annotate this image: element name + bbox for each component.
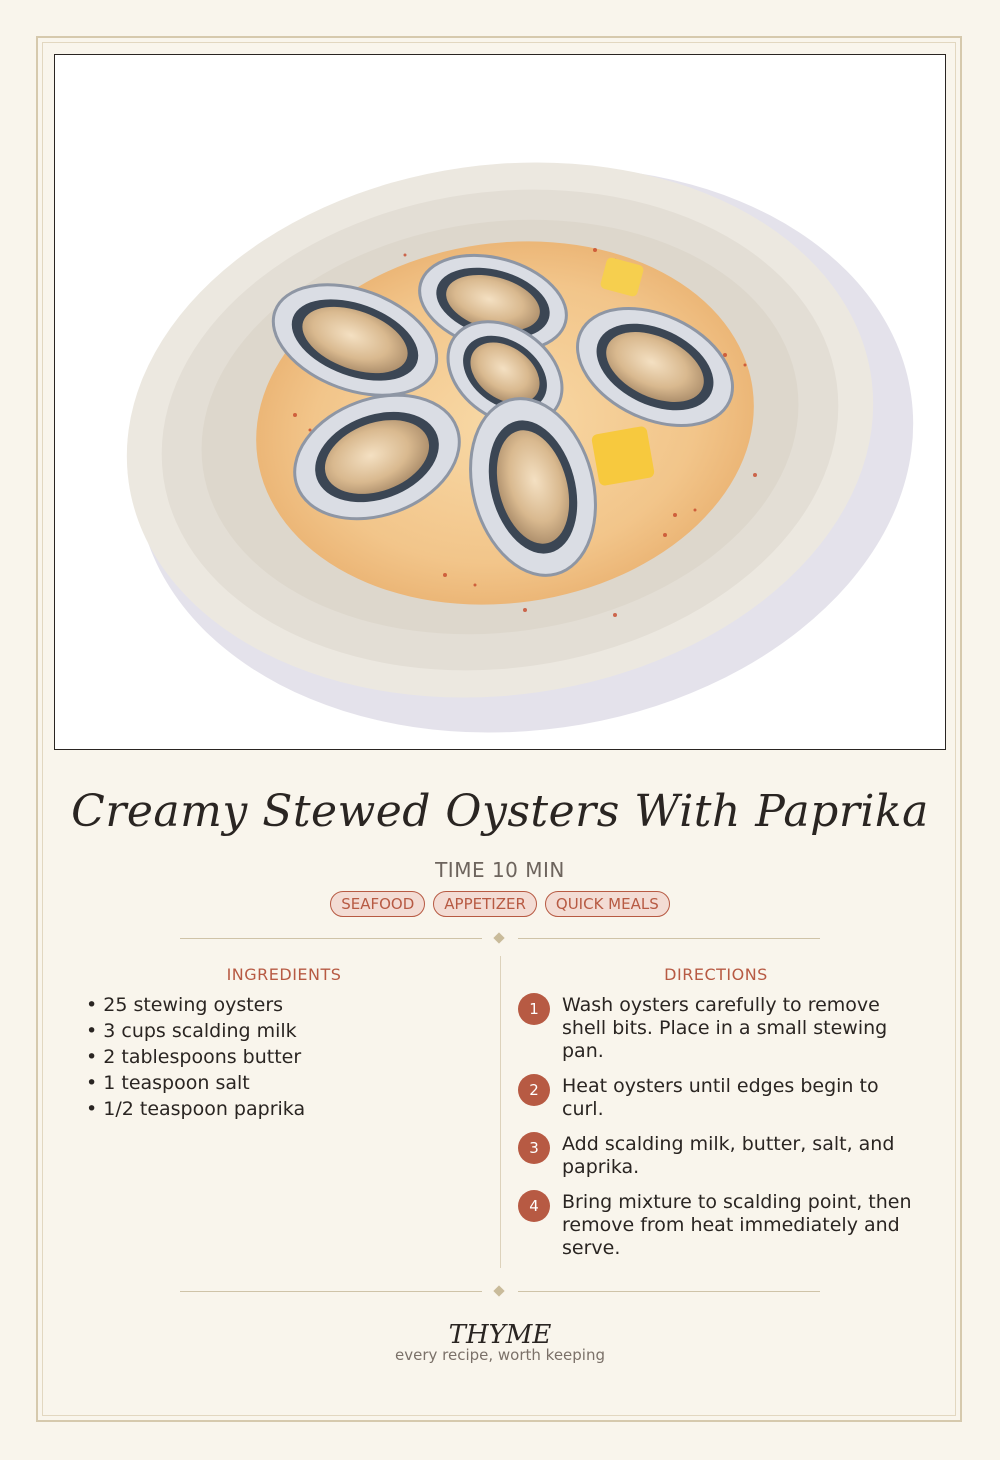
step-text: Bring mixture to scalding point, then remove from heat immediately and serve. xyxy=(562,1191,912,1259)
list-item: • 1 teaspoon salt xyxy=(86,1072,250,1094)
tag-list xyxy=(200,891,800,917)
list-item: • 1/2 teaspoon paprika xyxy=(86,1098,306,1120)
direction-step xyxy=(518,992,918,1063)
list-item: • 3 cups scalding milk xyxy=(86,1020,297,1042)
direction-step xyxy=(518,1073,918,1121)
step-number-badge: 4 xyxy=(518,1190,550,1222)
step-text: Heat oysters until edges begin to curl. xyxy=(562,1075,879,1120)
divider-top xyxy=(180,933,820,945)
recipe-title: Creamy Stewed Oysters With Paprika xyxy=(71,786,929,837)
directions-list xyxy=(518,992,918,1270)
list-item: • 2 tablespoons butter xyxy=(86,1046,302,1068)
step-text: Add scalding milk, butter, salt, and paprika. xyxy=(562,1133,895,1178)
ingredients-heading: INGREDIENTS xyxy=(226,965,342,984)
diamond-icon xyxy=(493,1285,504,1296)
step-number-badge: 1 xyxy=(518,993,550,1025)
cook-time: TIME 10 MIN xyxy=(435,858,565,882)
oyster-plate-image xyxy=(55,55,945,749)
ingredients-list xyxy=(86,992,476,1122)
directions-heading: DIRECTIONS xyxy=(664,965,768,984)
direction-step xyxy=(518,1131,918,1179)
step-number-badge: 2 xyxy=(518,1074,550,1106)
diamond-icon xyxy=(493,932,504,943)
step-text: Wash oysters carefully to remove shell bits. Place in a small stewing pan. xyxy=(562,994,888,1062)
brand-logo: THYME xyxy=(448,1320,552,1350)
divider-bottom xyxy=(180,1286,820,1298)
tag-appetizer[interactable]: APPETIZER xyxy=(433,891,537,917)
butter-pat xyxy=(591,426,655,487)
column-separator xyxy=(500,956,501,1268)
tag-seafood[interactable]: SEAFOOD xyxy=(330,891,425,917)
list-item: • 25 stewing oysters xyxy=(86,994,284,1016)
brand-tagline: every recipe, worth keeping xyxy=(394,1346,605,1364)
direction-step xyxy=(518,1189,918,1260)
dish-illustration xyxy=(54,54,946,750)
tag-quick-meals[interactable]: QUICK MEALS xyxy=(545,891,670,917)
step-number-badge: 3 xyxy=(518,1132,550,1164)
